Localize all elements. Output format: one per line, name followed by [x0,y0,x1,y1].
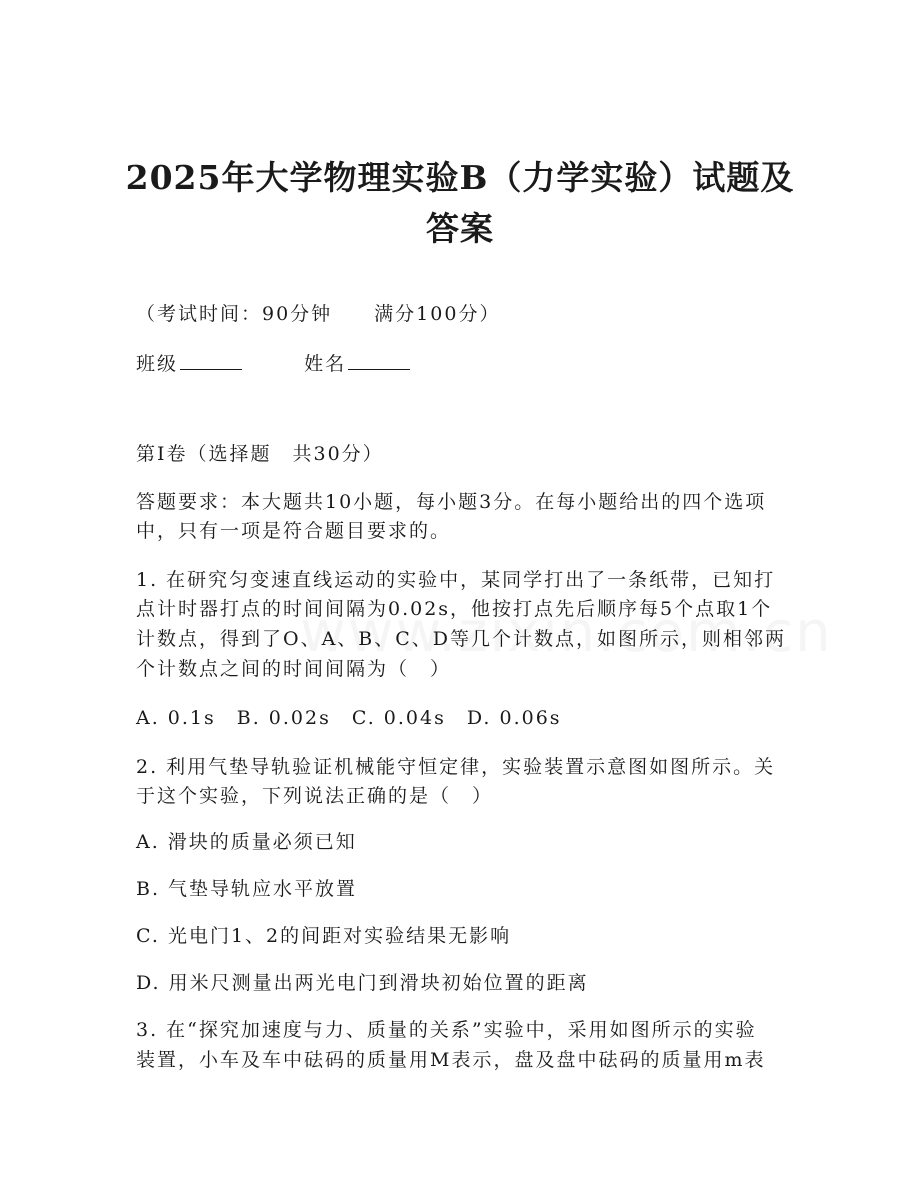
question-2-line: 2. 利用气垫导轨验证机械能守恒定律，实验装置示意图如图所示。关 [136,756,776,778]
question-1-line: 计数点，得到了O、A、B、C、D等几个计数点，如图所示，则相邻两 [136,628,787,650]
question-1-line: 1. 在研究匀变速直线运动的实验中，某同学打出了一条纸带，已知打 [136,569,776,591]
class-label: 班级 [136,353,179,375]
question-2-option-a: A. 滑块的质量必须已知 [136,831,357,853]
question-2-option-b: B. 气垫导轨应水平放置 [136,878,358,900]
question-2-option-c: C. 光电门1、2的间距对实验结果无影响 [136,925,512,947]
page-title-continued: 答案 [426,209,494,248]
question-2-option-d: D. 用米尺测量出两光电门到滑块初始位置的距离 [136,972,589,994]
question-2-line: 于这个实验，下列说法正确的是（ ） [136,785,494,807]
question-1-line: 个计数点之间的时间间隔为（ ） [136,658,452,680]
question-3-line: 装置，小车及车中砝码的质量用M表示，盘及盘中砝码的质量用m表 [136,1049,766,1071]
name-blank [348,351,410,370]
name-label: 姓名 [304,353,347,375]
question-1-line: 点计时器打点的时间间隔为0.02s，他按打点先后顺序每5个点取1个 [136,598,773,620]
question-3-line: 3. 在“探究加速度与力、质量的关系”实验中，采用如图所示的实验 [136,1019,757,1041]
student-info-row [136,351,410,376]
section-heading: 第Ⅰ卷（选择题 共30分） [136,443,384,465]
instructions-line: 答题要求：本大题共10小题，每小题3分。在每小题给出的四个选项 [136,491,767,513]
exam-info: （考试时间：90分钟 满分100分） [136,303,501,325]
page-title: 2025年大学物理实验B（力学实验）试题及 [125,158,795,197]
question-1-options: A. 0.1s B. 0.02s C. 0.04s D. 0.06s [136,707,562,729]
instructions-line: 中，只有一项是符合题目要求的。 [136,520,452,542]
class-blank [180,351,242,370]
